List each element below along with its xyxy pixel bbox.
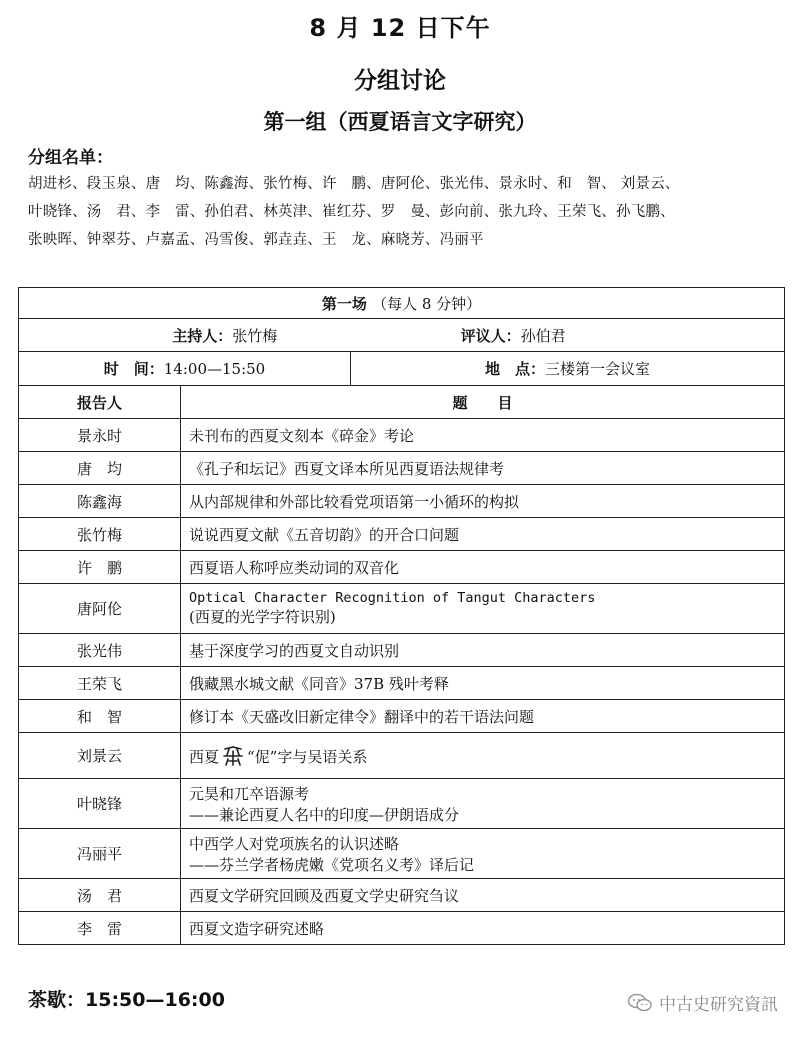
tangut-character-icon (221, 745, 245, 767)
time-cell (19, 352, 351, 386)
report-topic: 说说西夏文献《五音切韵》的开合口问题 (181, 518, 785, 551)
time-value: 14:00—15:50 (163, 360, 266, 378)
speaker-name: 王荣飞 (19, 667, 181, 700)
report-topic-line: Optical Character Recognition of Tangut Characters (189, 590, 596, 606)
speaker-name: 冯丽平 (19, 829, 181, 879)
report-topic: 《孔子和坛记》西夏文译本所见西夏语法规律考 (181, 452, 785, 485)
session-header (19, 288, 785, 319)
roster-line: 胡进杉、段玉泉、唐 均、陈鑫海、张竹梅、许 鹏、唐阿伦、张光伟、景永时、和 智、 刘景云、 (28, 176, 680, 192)
table-row (19, 551, 785, 584)
section-title: 分组讨论 (354, 68, 446, 94)
time-label: 时 间： (103, 360, 164, 378)
table-row (19, 912, 785, 945)
table-row (19, 634, 785, 667)
table-row (19, 829, 785, 879)
place-label: 地 点： (484, 360, 545, 378)
report-topic (181, 584, 785, 634)
report-topic-prefix: 西夏 (189, 747, 220, 766)
host-label: 主持人： (172, 326, 233, 345)
table-row (19, 419, 785, 452)
host-name: 张竹梅 (232, 326, 278, 345)
host-reviewer-row (19, 319, 785, 352)
speaker-name: 汤 君 (19, 879, 181, 912)
roster-list (28, 170, 788, 254)
roster-line: 叶晓锋、汤 君、李 雷、孙伯君、林英津、崔红芬、罗 曼、彭向前、张九玲、王荣飞、孙飞鹏、 (28, 204, 675, 220)
reviewer-label: 评议人： (460, 326, 521, 345)
tea-break: 茶歇：15:50—16:00 (28, 989, 225, 1011)
report-topic-suffix: “伲”字与吴语关系 (247, 747, 368, 766)
session-title: 第一场 (321, 294, 367, 313)
speaker-name: 和 智 (19, 700, 181, 733)
report-topic-subline: ——兼论西夏人名中的印度—伊朗语成分 (189, 805, 460, 824)
report-topic (181, 733, 785, 779)
group-title: 第一组（西夏语言文字研究） (263, 110, 537, 134)
report-topic (181, 829, 785, 879)
place-value: 三楼第一会议室 (545, 360, 651, 378)
table-row (19, 452, 785, 485)
watermark-text: 中古史研究資訊 (659, 995, 778, 1015)
table-row (19, 518, 785, 551)
host-cell (19, 325, 431, 346)
reviewer-cell (431, 325, 784, 346)
report-topic: 俄藏黑水城文献《同音》37B 残叶考释 (181, 667, 785, 700)
table-row (19, 667, 785, 700)
date-title: 8 月 12 日下午 (309, 14, 491, 42)
report-topic: 修订本《天盛改旧新定律令》翻译中的若干语法问题 (181, 700, 785, 733)
roster-line: 张映晖、钟翠芬、卢嘉孟、冯雪俊、郭垚垚、王 龙、麻晓芳、冯丽平 (28, 232, 484, 248)
watermark (627, 990, 778, 1015)
speaker-name: 张光伟 (19, 634, 181, 667)
col-speaker-header: 报告人 (19, 386, 181, 419)
speaker-name: 张竹梅 (19, 518, 181, 551)
speaker-name: 唐 均 (19, 452, 181, 485)
table-row (19, 779, 785, 829)
speaker-name: 刘景云 (19, 733, 181, 779)
report-topic-subline: ——芬兰学者杨虎嫩《党项名义考》译后记 (189, 855, 475, 874)
report-topic: 从内部规律和外部比较看党项语第一小循环的构拟 (181, 485, 785, 518)
report-topic-line: 中西学人对党项族名的认识述略 (189, 834, 400, 853)
report-topic: 西夏语人称呼应类动词的双音化 (181, 551, 785, 584)
report-topic: 未刊布的西夏文刻本《碎金》考论 (181, 419, 785, 452)
report-topic-line: 元昊和兀卒语源考 (189, 784, 310, 803)
schedule-table (18, 287, 785, 945)
session-note: （每人 8 分钟） (372, 294, 482, 313)
col-topic-header: 题 目 (181, 386, 785, 419)
speaker-name: 李 雷 (19, 912, 181, 945)
report-topic: 基于深度学习的西夏文自动识别 (181, 634, 785, 667)
speaker-name: 唐阿伦 (19, 584, 181, 634)
report-topic (181, 779, 785, 829)
speaker-name: 景永时 (19, 419, 181, 452)
table-row (19, 584, 785, 634)
place-cell (351, 352, 785, 386)
report-topic: 西夏文造字研究述略 (181, 912, 785, 945)
reviewer-name: 孙伯君 (520, 326, 566, 345)
report-topic: 西夏文学研究回顾及西夏文学史研究刍议 (181, 879, 785, 912)
table-row (19, 879, 785, 912)
roster-label: 分组名单： (28, 148, 113, 168)
speaker-name: 叶晓锋 (19, 779, 181, 829)
speaker-name: 许 鹏 (19, 551, 181, 584)
speaker-name: 陈鑫海 (19, 485, 181, 518)
report-topic-subline: (西夏的光学字符识别) (189, 608, 336, 626)
table-row (19, 733, 785, 779)
table-row (19, 700, 785, 733)
wechat-icon (627, 993, 653, 1013)
table-row (19, 485, 785, 518)
